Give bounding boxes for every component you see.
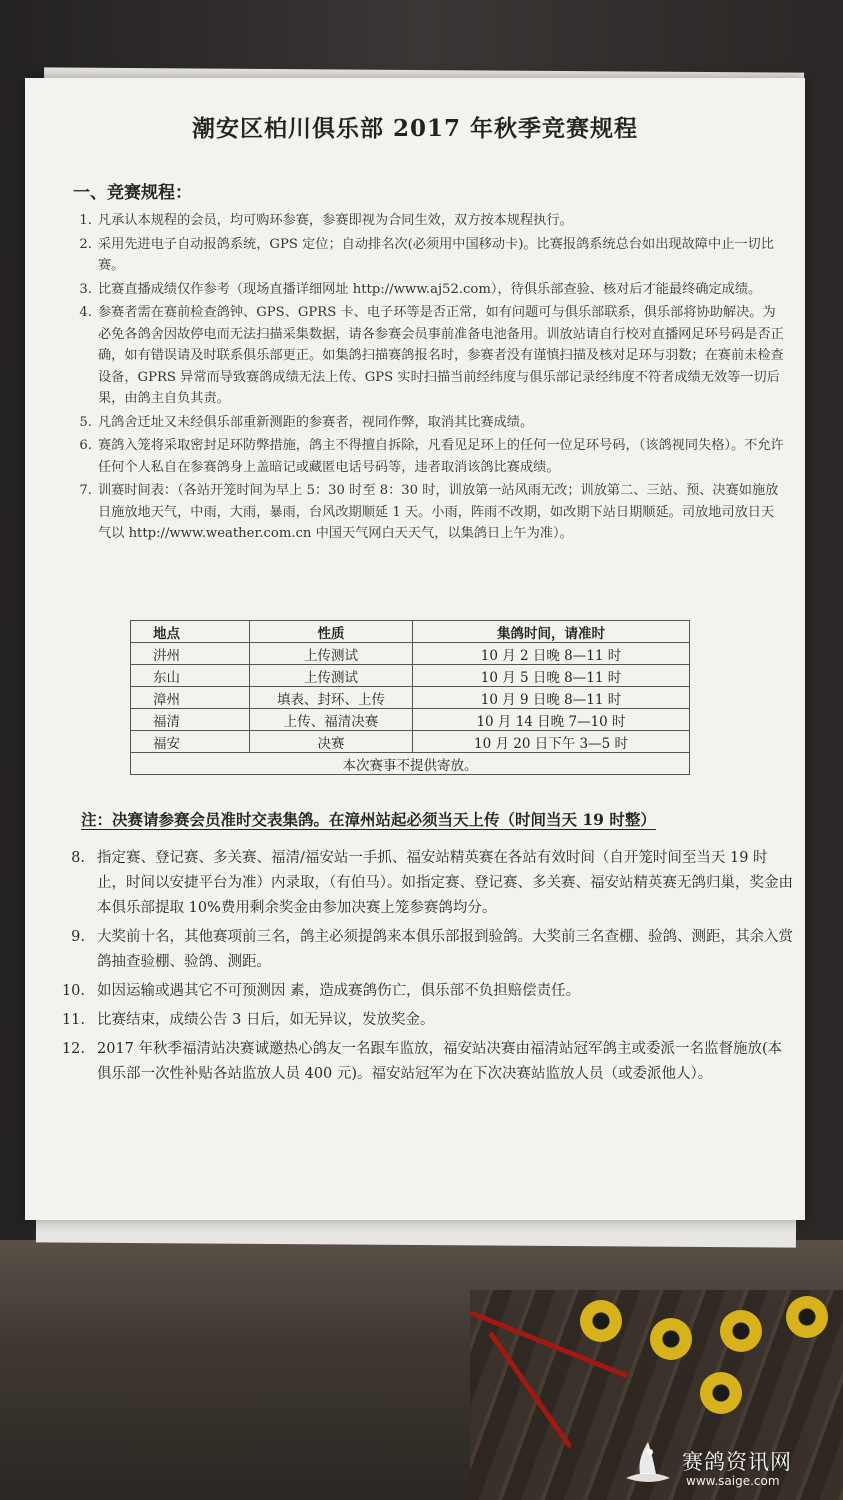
cell-place: 汫州 <box>131 643 250 665</box>
rule-item <box>65 480 785 545</box>
cell-time: 10 月 9 日晚 8—11 时 <box>413 687 690 709</box>
section-heading: 一、竞赛规程： <box>73 183 192 203</box>
rule-item <box>45 846 795 921</box>
rule-number: 6. <box>79 438 92 453</box>
cell-time: 10 月 14 日晚 7—10 时 <box>413 709 690 731</box>
cell-type: 上传测试 <box>250 643 413 665</box>
cell-type: 决赛 <box>250 731 413 753</box>
cell-place: 福安 <box>131 731 250 753</box>
cell-time: 10 月 5 日晚 8—11 时 <box>413 665 690 687</box>
watermark <box>620 1438 835 1494</box>
table-row <box>131 665 690 687</box>
rule-text: 比赛结束，成绩公告 3 日后，如无异议，发放奖金。 <box>97 1012 435 1028</box>
table-footer-row <box>131 753 690 775</box>
rule-text: 比赛直播成绩仅作参考（现场直播详细网址 http://www.aj52.com），待俱乐部查验、核对后才能最终确定成绩。 <box>98 281 762 297</box>
rule-item <box>65 279 785 301</box>
schedule-table <box>130 620 690 775</box>
rule-number: 10. <box>61 983 85 999</box>
rule-text: 凡承认本规程的会员，均可购环参赛，参赛即视为合同生效，双方按本规程执行。 <box>98 213 573 228</box>
cell-place: 福清 <box>131 709 250 731</box>
cell-type: 上传测试 <box>250 665 413 687</box>
rule-item <box>65 234 785 277</box>
rule-item <box>65 412 785 434</box>
rule-number: 3. <box>79 281 92 297</box>
rule-number: 8. <box>71 850 85 866</box>
column-header-time: 集鸽时间，请准时 <box>413 621 690 643</box>
notice-underlined: 注：决赛请参赛会员准时交表集鸽。在漳州站起必须当天上传（时间当天 19 时整） <box>81 810 656 829</box>
rule-text: 如因运输或遇其它不可预测因 素，造成赛鸽伤亡，俱乐部不负担赔偿责任。 <box>97 983 581 999</box>
cell-type: 上传、福清决赛 <box>250 709 413 731</box>
document-title: 潮安区柏川俱乐部 2017 年秋季竞赛规程 <box>191 115 639 142</box>
rule-text: 赛鸽入笼将采取密封足环防弊措施，鸽主不得擅自拆除，凡看见足环上的任何一位足环号码，（该鸽视同失格）。不允许任何个人私自在参赛鸽身上盖暗记或藏匿电话号码等，违者取消该鸽比赛成绩。 <box>98 438 784 475</box>
table-row <box>131 731 690 753</box>
yellow-disc <box>720 1310 762 1352</box>
table-row <box>131 687 690 709</box>
rule-number: 12. <box>61 1041 85 1057</box>
pigeon-sail-logo-icon <box>620 1438 676 1490</box>
rule-number: 9. <box>71 929 85 945</box>
rule-item <box>65 210 785 232</box>
rule-text: 参赛者需在赛前检查鸽钟、GPS、GPRS 卡、电子环等是否正常，如有问题可与俱乐部联系，俱乐部将协助解决。为必免各鸽舍因故停电而无法扫描采集数据，请各参赛会员事前准备电池备用。训放站请自行校对直播网足环号码是否正确，如有错误请及时联系俱乐部更正。如集鸽扫描赛鸽报名时，参赛者没有谨慎扫描及核对足环与羽数；在赛前未检查设备，GPRS 异常而导致赛鸽成绩无法上传、GPS 实时扫描当前经纬度与俱乐部记录经纬度不符者成绩无效等一切后果，由鸽主自负其责。 <box>98 305 784 406</box>
rule-text: 大奖前十名，其他赛项前三名，鸽主必须提鸽来本俱乐部报到验鸽。大奖前三名查棚、验鸽、测距，其余入赏鸽抽查验棚、验鸽、测距。 <box>97 929 793 970</box>
watermark-site-name: 赛鸽资讯网 <box>682 1450 792 1474</box>
rule-text: 训赛时间表：（各站开笼时间为早上 5：30 时至 8：30 时，训放第一站风雨无改；训放第二、三站、预、决赛如施放日施放地天气，中雨，大雨，暴雨，台风改期顺延 1 天。小雨，阵雨不改期，如改期下站日期顺延。司放地司放日天气以 http://www.weather.com.cn 中国天气网白天天气，以集鸽日上午为准）。 <box>98 483 779 541</box>
rule-text: 指定赛、登记赛、多关赛、福清/福安站一手抓、福安站精英赛在各站有效时间（自开笼时间至当天 19 时止，时间以安捷平台为准）内录取，（有伯马）。如指定赛、登记赛、多关赛、福安站精英赛无鸽归巢，奖金由本俱乐部提取 10%费用剩余奖金由参加决赛上笼参赛鸽均分。 <box>97 850 793 916</box>
table-row <box>131 709 690 731</box>
cell-time: 10 月 20 日下午 3—5 时 <box>413 731 690 753</box>
yellow-disc <box>786 1296 828 1338</box>
table-header-row <box>131 621 690 643</box>
rule-text: 采用先进电子自动报鸽系统，GPS 定位；自动排名次(必须用中国移动卡)。比赛报鸽系统总台如出现故障中止一切比赛。 <box>98 236 774 273</box>
table-row <box>131 643 690 665</box>
rule-item <box>45 1037 795 1087</box>
rule-text: 2017 年秋季福清站决赛诚邀热心鸽友一名跟车监放，福安站决赛由福清站冠军鸽主或委派一名监督施放(本俱乐部一次性补贴各站监放人员 400 元)。福安站冠军为在下次决赛站监放人员（或委派他人）。 <box>97 1041 783 1082</box>
rule-item <box>65 302 785 410</box>
rule-number: 4. <box>79 305 92 320</box>
yellow-disc <box>700 1372 742 1414</box>
rule-item <box>65 435 785 478</box>
cell-place: 东山 <box>131 665 250 687</box>
rules-list <box>65 210 785 547</box>
rule-number: 11. <box>61 1012 85 1028</box>
yellow-disc <box>650 1318 692 1360</box>
table-footer-note: 本次赛事不提供寄放。 <box>131 753 690 775</box>
watermark-url: www.saige.com <box>686 1474 780 1488</box>
rule-number: 1. <box>79 213 92 228</box>
column-header-type: 性质 <box>250 621 413 643</box>
rule-number: 7. <box>79 483 92 498</box>
cell-time: 10 月 2 日晚 8—11 时 <box>413 643 690 665</box>
document-page <box>25 78 805 1220</box>
rule-text: 凡鸽舍迁址又未经俱乐部重新测距的参赛者，视同作弊，取消其比赛成绩。 <box>98 414 534 430</box>
cell-type: 填表、封环、上传 <box>250 687 413 709</box>
column-header-place: 地点 <box>131 621 250 643</box>
rules-list-continued <box>45 846 795 1091</box>
rule-item <box>45 1008 795 1033</box>
rule-item <box>45 925 795 975</box>
rule-number: 2. <box>79 236 92 252</box>
cell-place: 漳州 <box>131 687 250 709</box>
rule-item <box>45 979 795 1004</box>
yellow-disc <box>580 1300 622 1342</box>
rule-number: 5. <box>79 414 92 430</box>
